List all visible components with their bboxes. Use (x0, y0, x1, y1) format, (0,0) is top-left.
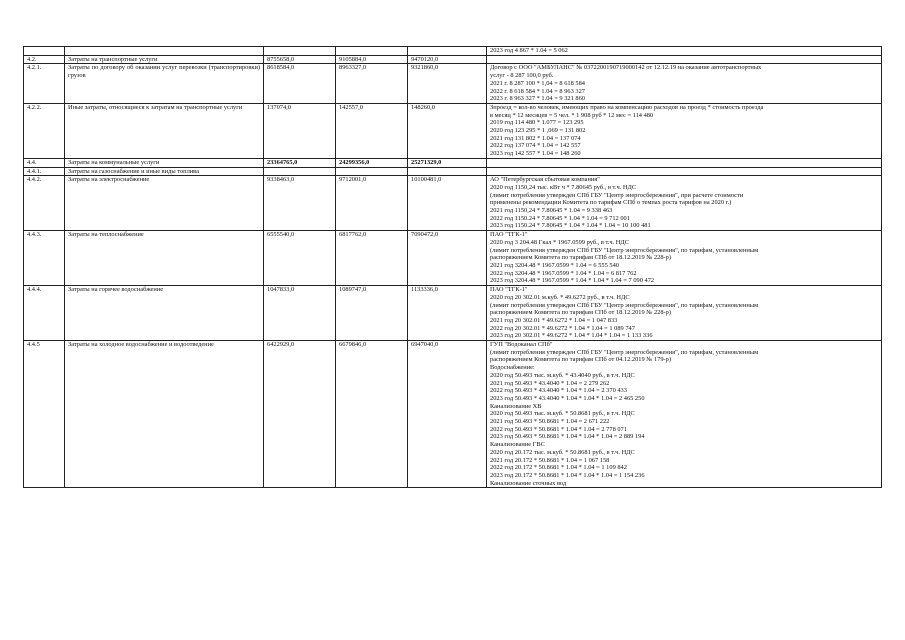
amount-2021-cell: 9338463,0 (264, 176, 336, 231)
calculation-line: Канализование ХВ (490, 402, 542, 410)
calculation-line: (лимит потребления утвержден СПб ГБУ "Центр энергосбережения", по тарифам, установленным (490, 301, 759, 309)
amount-2023-cell (408, 47, 487, 56)
amount-2023-cell: 25271329,0 (408, 158, 487, 167)
calculation-line: (лимит потребления утвержден СПб ГБУ "Центр энергосбережения", по тарифам, установленным (490, 348, 759, 356)
calculation-line: 2023 год 20.172 * 50.8681 * 1.04 * 1.04 * 1.04 = 1 154 236 (490, 471, 645, 479)
calculation-line: распоряжением Комитета по тарифам СПб от 18.12.2019 № 228-р) (490, 254, 671, 262)
expense-name-cell (65, 47, 264, 56)
table-row (24, 103, 882, 158)
calculation-line: 2022 год 1150.24 * 7.80645 * 1.04 * 1.04 = 9 712 001 (490, 214, 630, 222)
row-number-cell: 4.4.5 (24, 341, 65, 488)
amount-2023-cell: 6947040,0 (408, 341, 487, 488)
calculation-line: распоряжением Комитета по тарифам СПб от 04.12.2019 № 179-р) (490, 356, 671, 364)
amount-2021-cell: 6422929,0 (264, 341, 336, 488)
expense-name-cell: Затраты на коммунальные услуги (65, 158, 264, 167)
amount-2023-cell: 1133336,0 (408, 286, 487, 341)
calculation-line: Договор с ООО "АМБУЛАНС" № 0372200190719000142 от 12.12.19 на оказание автотранспортных (490, 64, 762, 72)
calculation-line: (лимит потребления утвержден СПб ГБУ "Центр энергосбережения", при расчете стоимости (490, 191, 744, 199)
amount-2021-cell: 23364765,0 (264, 158, 336, 167)
calculation-line: 2020 год 20 302.01 м.куб. * 49.6272 руб., в т.ч. НДС (490, 293, 630, 301)
calculation-line: АО "Петербургская сбытовая компания" (490, 176, 600, 184)
table-row (24, 64, 882, 104)
calculation-line: 2021 год 50.493 * 43.4040 * 1.04 = 2 279 262 (490, 379, 610, 387)
row-number-cell: 4.2.2. (24, 103, 65, 158)
calculation-line: 2021 год 131 802 * 1.04 = 137 074 (490, 134, 581, 142)
table-row (24, 47, 882, 56)
calculation-notes-cell (487, 167, 882, 176)
calculation-line: 2021 год 20.172 * 50.8681 * 1.04 = 1 067 158 (490, 456, 610, 464)
row-number-cell: 4.2. (24, 55, 65, 64)
calculation-notes-cell (487, 55, 882, 64)
amount-2023-cell: 9470120,0 (408, 55, 487, 64)
amount-2021-cell: 8618584,0 (264, 64, 336, 104)
calculation-line: Канализование ГВС (490, 441, 545, 449)
calculation-line: 2022 год 137 074 * 1.04 = 142 557 (490, 142, 581, 150)
table-row (24, 341, 882, 488)
calculation-line: 2022 год 50.493 * 50.8681 * 1.04 * 1.04 = 2 778 071 (490, 425, 627, 433)
calculation-line: 2021 год 50.493 * 50.8681 * 1.04 = 2 671 222 (490, 418, 610, 426)
table-row (24, 286, 882, 341)
calculation-line: применены рекомендации Комитета по тарифам СПб о темпах роста тарифов на 2020 г.) (490, 199, 732, 207)
calculation-line: (лимит потребления утвержден СПб ГБУ "Центр энергосбережения", по тарифам, установленным (490, 246, 759, 254)
expense-name-cell: Затраты на горячее водоснабжение (65, 286, 264, 341)
amount-2021-cell (264, 167, 336, 176)
row-number-cell: 4.4.4. (24, 286, 65, 341)
calculation-line: 2020 год 50.493 тыс. м.куб. * 50.8681 руб., в т.ч. НДС (490, 410, 635, 418)
calculation-line: 2020 год 20.172 тыс. м.куб. * 50.8681 руб., в т.ч. НДС (490, 448, 635, 456)
calculation-line: Канализование сточных вод (490, 479, 567, 487)
calculation-line: Зпроезд = кол-во человек, имеющих право на компенсацию расходов на проезд * стоимость проезда (490, 103, 764, 111)
amount-2023-cell: 148260,0 (408, 103, 487, 158)
calculation-line: 2022 год 20.172 * 50.8681 * 1.04 * 1.04 = 1 109 842 (490, 464, 627, 472)
calculation-line: 2023 год 20 302.01 * 49.6272 * 1.04 * 1.04 * 1.04 = 1 133 336 (490, 332, 653, 340)
calculation-line: 2023 год 1150.24 * 7.80645 * 1.04 * 1.04 * 1.04 = 10 100 481 (490, 222, 651, 230)
calculation-line: 2023 год 4 867 * 1.04 = 5 062 (490, 47, 568, 54)
calculation-line: 2021 г. 8 287 100 * 1,04 = 8 618 584 (490, 79, 585, 87)
amount-2022-cell: 6679846,0 (336, 341, 408, 488)
expense-name-cell: Затраты на газоснабжение и иные виды топлива (65, 167, 264, 176)
calculation-line: 2020 год 50.493 тыс. м.куб. * 43.4040 руб., в т.ч. НДС (490, 371, 635, 379)
calculation-line: 2019 год 114 480 * 1.077 = 123 295 (490, 119, 584, 127)
amount-2022-cell (336, 167, 408, 176)
calculation-line: 2023 год 3204.48 * 1967.0599 * 1.04 * 1.04 * 1.04 = 7 090 472 (490, 277, 655, 285)
table-row (24, 176, 882, 231)
calculation-notes-cell (487, 286, 882, 341)
cost-calculation-table (23, 46, 882, 488)
calculation-line: 2023 год 50.493 * 43.4040 * 1.04 * 1.04 * 1.04 = 2 465 250 (490, 394, 645, 402)
calculation-line: 2021 год 20 302.01 * 49.6272 * 1.04 = 1 047 833 (490, 316, 618, 324)
amount-2022-cell: 9105884,0 (336, 55, 408, 64)
amount-2022-cell: 142557,0 (336, 103, 408, 158)
calculation-line: 2020 год 123 295 * 1 ,069 = 131 802 (490, 127, 586, 135)
calculation-line: ГУП "Водоканал СПб" (490, 341, 553, 349)
amount-2022-cell: 6817762,0 (336, 231, 408, 286)
table-row (24, 55, 882, 64)
calculation-line: Водоснабжение: (490, 364, 535, 372)
calculation-notes-cell (487, 103, 882, 158)
calculation-line: 2020 год 1150,24 тыс. кВт ч * 7.80645 руб., в т.ч. НДС (490, 183, 637, 191)
calculation-line: 2022 год 20 302.01 * 49.6272 * 1.04 * 1.04 = 1 089 747 (490, 324, 635, 332)
amount-2022-cell (336, 47, 408, 56)
row-number-cell: 4.4.3. (24, 231, 65, 286)
calculation-notes-cell (487, 176, 882, 231)
row-number-cell (24, 47, 65, 56)
amount-2022-cell: 1089747,0 (336, 286, 408, 341)
calculation-line: распоряжением Комитета по тарифам СПб от 18.12.2019 № 228-р) (490, 309, 671, 317)
calculation-line (490, 159, 878, 167)
expense-name-cell: Затраты на электроснабжение (65, 176, 264, 231)
calculation-line: в месяц * 12 месяцев = 5 чел. * 1 908 руб * 12 мес = 114 480 (490, 111, 654, 119)
calculation-line: услуг - 8 287 100,0 руб. (490, 72, 554, 80)
row-number-cell: 4.4. (24, 158, 65, 167)
calculation-line: ПАО "ТГК-1" (490, 286, 528, 294)
amount-2021-cell: 6555540,0 (264, 231, 336, 286)
calculation-line (490, 56, 878, 64)
calculation-notes-cell (487, 47, 882, 56)
amount-2021-cell (264, 47, 336, 56)
calculation-line: 2022 год 3204.48 * 1967.0599 * 1.04 * 1.04 = 6 817 762 (490, 269, 637, 277)
calculation-line: 2021 год 1150,24 * 7.80645 * 1.04 = 9 338 463 (490, 207, 613, 215)
calculation-line: 2023 год 50.493 * 50.8681 * 1.04 * 1.04 * 1.04 = 2 889 194 (490, 433, 645, 441)
amount-2022-cell: 24299356,0 (336, 158, 408, 167)
calculation-line: 2022 год 50.493 * 43.4040 * 1.04 * 1.04 = 2 370 433 (490, 387, 627, 395)
row-number-cell: 4.2.1. (24, 64, 65, 104)
calculation-line: 2023 г. 8 963 327 * 1.04 = 9 321 860 (490, 95, 585, 103)
calculation-notes-cell (487, 341, 882, 488)
calculation-notes-cell (487, 158, 882, 167)
amount-2023-cell: 7090472,0 (408, 231, 487, 286)
expense-name-cell: Иные затраты, относящиеся к затратам на транспортные услуги (65, 103, 264, 158)
expense-name-cell: Затраты на теплоснабжение (65, 231, 264, 286)
table-row (24, 158, 882, 167)
amount-2021-cell: 137074,0 (264, 103, 336, 158)
calculation-line (490, 168, 878, 176)
budget-table-page (23, 46, 881, 488)
calculation-line: ПАО "ТГК-1" (490, 231, 528, 239)
calculation-notes-cell (487, 64, 882, 104)
amount-2023-cell (408, 167, 487, 176)
amount-2022-cell: 8963327,0 (336, 64, 408, 104)
expense-name-cell: Затраты по договору об оказании услуг перевозки (транспортировки) грузов (65, 64, 264, 104)
amount-2022-cell: 9712001,0 (336, 176, 408, 231)
table-row (24, 231, 882, 286)
calculation-line: 2023 год 142 557 * 1.04 = 148 260 (490, 150, 581, 158)
amount-2021-cell: 8755658,0 (264, 55, 336, 64)
row-number-cell: 4.4.2. (24, 176, 65, 231)
expense-name-cell: Затраты на холодное водоснабжение и водоотведение (65, 341, 264, 488)
amount-2021-cell: 1047833,0 (264, 286, 336, 341)
calculation-line: 2022 г. 8 618 584 * 1.04 = 8 963 327 (490, 87, 585, 95)
table-row (24, 167, 882, 176)
calculation-line: 2020 год 3 204.48 Гкал * 1967.0599 руб., в т.ч. НДС (490, 238, 630, 246)
expense-name-cell: Затраты на транспортные услуги (65, 55, 264, 64)
calculation-line: 2021 год 3204.48 * 1967.0599 * 1.04 = 6 555 540 (490, 261, 619, 269)
calculation-notes-cell (487, 231, 882, 286)
amount-2023-cell: 10100481,0 (408, 176, 487, 231)
row-number-cell: 4.4.1. (24, 167, 65, 176)
amount-2023-cell: 9321860,0 (408, 64, 487, 104)
